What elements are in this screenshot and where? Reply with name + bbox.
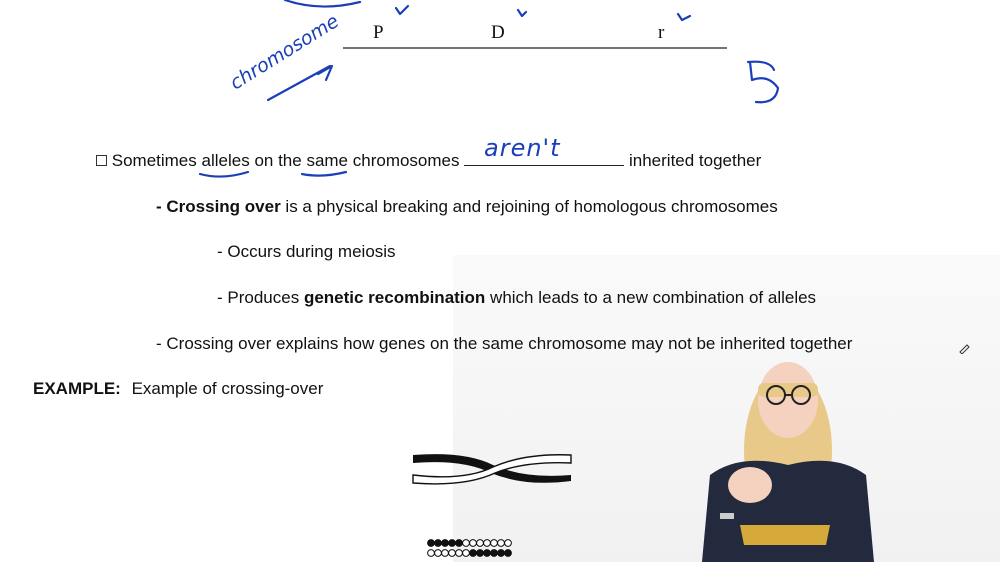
bullet-explains: - Crossing over explains how genes on the same chromosome may not be inherited together <box>156 334 853 353</box>
allele-bead <box>456 550 463 557</box>
allele-bead <box>470 550 477 557</box>
allele-bead <box>442 540 449 547</box>
allele-bead <box>470 540 477 547</box>
allele-bead <box>463 550 470 557</box>
ink-arrow-top <box>396 6 408 14</box>
allele-bead <box>477 540 484 547</box>
allele-bead <box>449 540 456 547</box>
allele-bead <box>484 550 491 557</box>
example-line <box>33 379 323 399</box>
allele-bead <box>505 540 512 547</box>
example-label: EXAMPLE: <box>33 379 121 398</box>
allele-bead <box>435 540 442 547</box>
allele-bead <box>505 550 512 557</box>
ink-underline-chromosome <box>268 66 330 100</box>
allele-bead <box>428 550 435 557</box>
crossing-over-illustration <box>405 445 580 490</box>
ink-underlines <box>0 160 1000 190</box>
recombination-before: - Produces <box>217 288 304 307</box>
word-alleles: alleles <box>201 151 250 170</box>
bullet-crossing-over <box>156 197 778 217</box>
ink-bracket-5 <box>748 62 778 103</box>
allele-bead <box>484 540 491 547</box>
example-text: Example of crossing-over <box>131 379 324 398</box>
crossing-over-bold: - Crossing over <box>156 197 281 216</box>
crossing-over-rest: is a physical breaking and rejoining of homologous chromosomes <box>280 197 778 216</box>
word-same: same <box>306 151 349 170</box>
handwritten-answer: aren't <box>484 134 561 162</box>
ink-arrow-d <box>518 10 526 16</box>
bullet-meiosis: - Occurs during meiosis <box>217 242 396 261</box>
ink-arc-top <box>285 0 360 7</box>
allele-beads <box>425 536 520 562</box>
ink-arrow-r <box>678 14 690 20</box>
allele-bead <box>498 550 505 557</box>
word-on-the: on the <box>254 151 302 170</box>
allele-bead <box>491 550 498 557</box>
allele-bead <box>498 540 505 547</box>
allele-bead <box>477 550 484 557</box>
allele-bead <box>491 540 498 547</box>
recombination-bold: genetic recombination <box>303 288 486 307</box>
word-chromosomes: chromosomes <box>352 151 460 170</box>
instructor-figure <box>680 345 890 562</box>
gene-label-p: P <box>373 22 384 43</box>
allele-bead <box>456 540 463 547</box>
bullet-recombination <box>217 288 816 308</box>
gene-label-d: D <box>491 22 505 43</box>
allele-bead <box>442 550 449 557</box>
pen-cursor-icon <box>958 342 970 354</box>
allele-bead <box>435 550 442 557</box>
allele-bead <box>428 540 435 547</box>
handwritten-chromosome: chromosome <box>226 10 343 95</box>
recombination-after: which leads to a new combination of alleles <box>485 288 817 307</box>
gene-label-r: r <box>658 22 665 43</box>
chromosome-diagram <box>0 0 1000 120</box>
allele-bead <box>463 540 470 547</box>
allele-bead <box>449 550 456 557</box>
bullet-alleles-after: inherited together <box>628 151 762 170</box>
bullet-alleles-before: Sometimes <box>111 151 197 170</box>
